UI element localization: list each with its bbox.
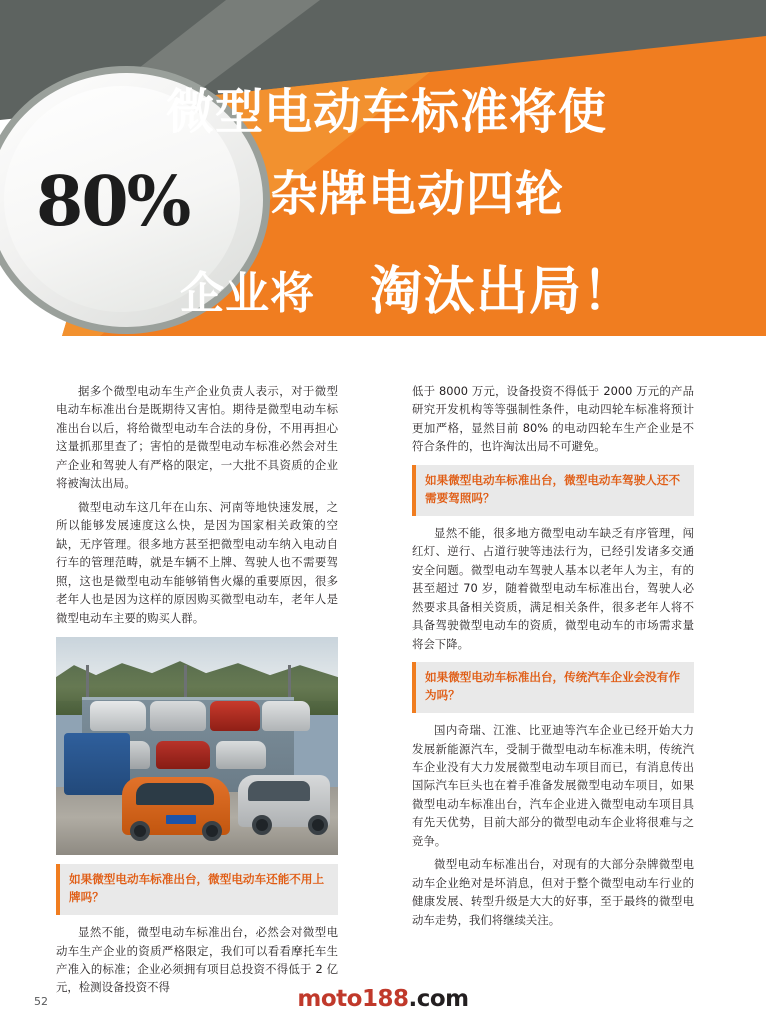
paragraph: 显然不能，很多地方微型电动车缺乏有序管理，闯红灯、逆行、占道行驶等违法行为，已经引发诸多交通安全问题。微型电动车驾驶人基本以老年人为主，有的甚至超过 70 岁，随着微型电动车标准出台，驾驶人必然要求具备相关资质，满足相关条件，很多老年人将不具备驾驶微型电动车的资质，微型电动车的市场需求量将会下降。 [412,525,694,651]
photo-wheel [202,821,222,841]
photo-car-upper [262,701,310,731]
question-box [412,662,694,713]
paragraph: 微型电动车这几年在山东、河南等地快速发展，之所以能够发展速度这么快，是因为国家相关政策的空缺，无序管理。很多地方甚至把微型电动车纳入电动自行车的管理范畴，就是车辆不上牌、驾驶人也不需要驾照，这也是微型电动车能够销售火爆的重要原因，很多老年人也是因为这样的原因购买微型电动车，老年人是微型电动车主要的购买人群。 [56,499,338,625]
photo-wheel [308,815,328,835]
photo-car-upper-red [210,701,260,731]
page-number: 52 [34,995,48,1008]
photo-wheel [252,815,272,835]
headline-group [0,0,766,368]
photo-car-upper [150,701,206,731]
question-box [412,465,694,516]
headline-line-3a: 企业将 [180,268,315,319]
question-box [56,864,338,915]
photo-silver-car-window [248,781,310,801]
logo-moto-text: moto [297,986,362,1012]
headline-line-3b: 淘汰出局！ [370,262,636,322]
logo-com-text: .com [408,986,469,1012]
paragraph: 微型电动车标准出台，对现有的大部分杂牌微型电动车企业绝对是坏消息，但对于整个微型电动车行业的健康发展、转型升级是大大的好事，至于最终的微型电动车走势，我们将继续关注。 [412,857,694,927]
paragraph: 显然不能，微型电动车标准出台，必然会对微型电动车生产企业的资质严格限定，我们可以看看摩托车生产准入的标准；企业必须拥有项目总投资不得低于 2 亿元，检测设备投资不得 [56,925,338,995]
paragraph: 低于 8000 万元，设备投资不得低于 2000 万元的产品研究开发机构等等强制性条件，电动四轮车标准将预计更加严格，显然目前 80% 的电动四轮车生产企业是不符合条件的，也许淘汰出局不可避免。 [412,384,694,454]
paragraph: 据多个微型电动车生产企业负责人表示，对于微型电动车标准出台是既期待又害怕。期待是微型电动车标准出台以后，将给微型电动车合法的身份，不用再担心这量抓那里查了；害怕的是微型电动车标准必然会对生产企业和驾驶人有严格的限定，一大批不具资质的企业将被淘汰出局。 [56,384,338,491]
article-body [0,382,766,995]
site-logo [0,986,766,1012]
photo-license-plate [166,815,196,824]
paragraph: 国内奇瑞、江淮、比亚迪等汽车企业已经开始大力发展新能源汽车，受制于微型电动车标准未明，传统汽车企业没有大力发展微型电动车项目而已，有消息传出国际汽车巨头也在着手准备发展微型电动车项目，如果微型电动车标准出台，汽车企业进入微型电动车项目具有先天优势，目前大部分的微型电动车企业将很难与之竞争。 [412,723,694,848]
question-text: 如果微型电动车标准出台，微型电动车还能不用上牌吗？ [69,872,325,905]
question-text: 如果微型电动车标准出台，传统汽车企业会没有作为吗？ [425,670,681,703]
photo-car-lower [216,741,266,769]
photo-blue-truck [64,733,130,795]
left-column [56,382,338,1002]
question-text: 如果微型电动车标准出台，微型电动车驾驶人还不需要驾照吗？ [425,472,681,505]
logo-188-text: 188 [361,986,409,1012]
photo-car-upper [90,701,146,731]
header-banner [0,0,766,368]
headline-line-1: 微型电动车标准将使 [166,84,608,140]
headline-line-2: 杂牌电动四轮 [270,166,565,222]
photo-wheel [130,821,150,841]
right-column [412,382,694,934]
headline-percent: 80% [36,162,190,242]
photo-orange-car-window [136,783,214,805]
photo-car-lower-red [156,741,210,769]
article-photo [56,637,338,855]
